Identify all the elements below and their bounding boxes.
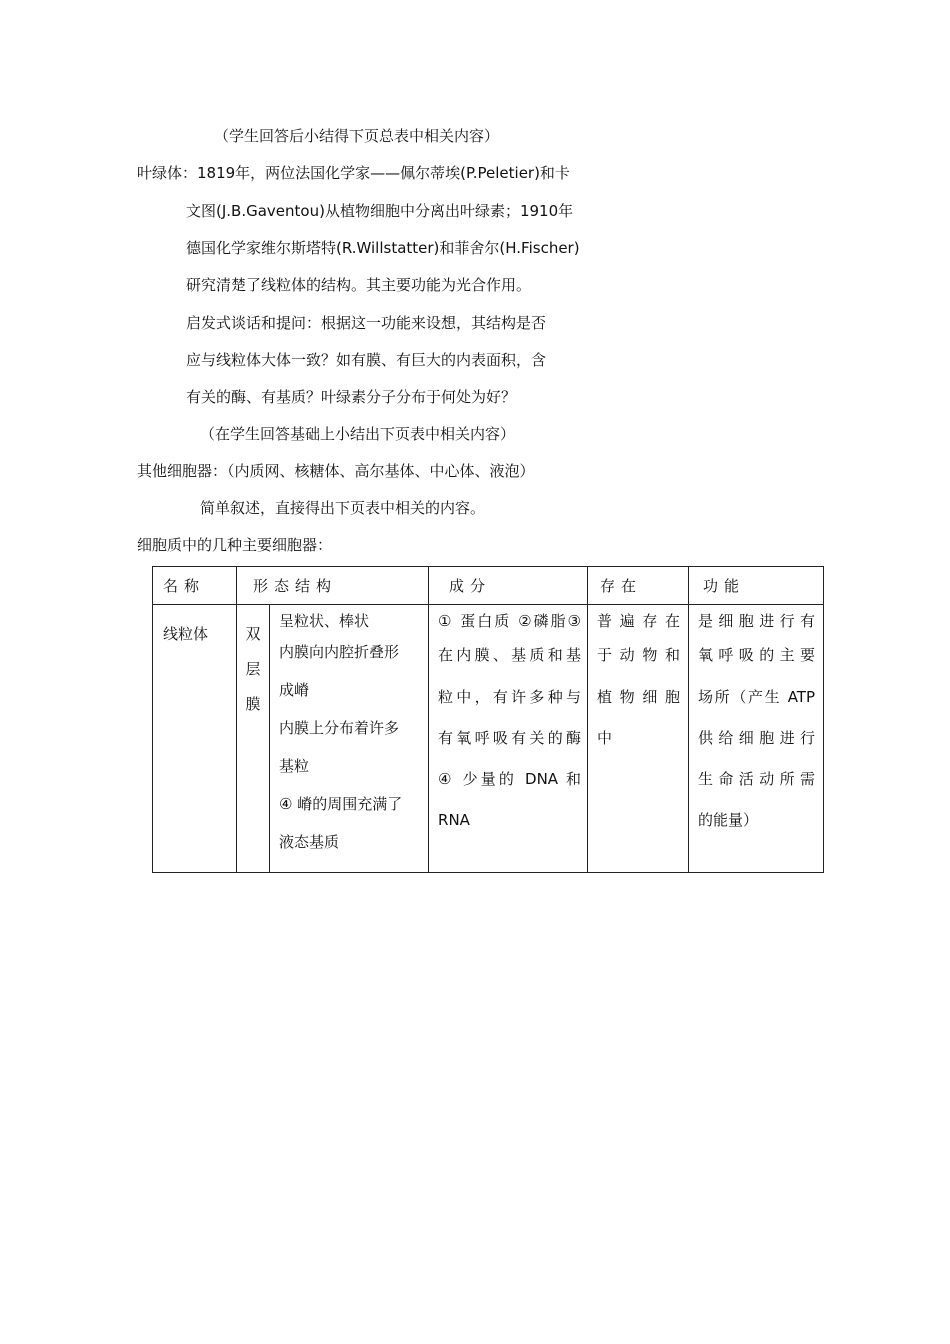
table-caption: 细胞质中的几种主要细胞器： bbox=[137, 536, 333, 554]
text-line: 叶绿体：1819年，两位法国化学家——佩尔蒂埃(P.Peletier)和卡 bbox=[137, 164, 570, 182]
cell-membrane bbox=[237, 605, 270, 873]
location-line: 于动物和 bbox=[597, 646, 681, 664]
location-line: 普遍存在 bbox=[597, 612, 681, 630]
membrane-char: 膜 bbox=[245, 695, 261, 713]
table-header-row bbox=[153, 567, 824, 605]
membrane-char: 层 bbox=[245, 660, 261, 678]
cell-function bbox=[689, 605, 824, 873]
header-function: 功能 bbox=[689, 567, 824, 605]
text-line: 研究清楚了线粒体的结构。其主要功能为光合作用。 bbox=[186, 276, 532, 294]
text-line: （在学生回答基础上小结出下页表中相关内容） bbox=[200, 425, 516, 443]
cell-components bbox=[429, 605, 588, 873]
text-line: 启发式谈话和提问：根据这一功能来设想，其结构是否 bbox=[186, 314, 547, 332]
structure-line: 成嵴 bbox=[279, 681, 310, 699]
components-line: ④ 少量的 DNA 和 bbox=[438, 770, 582, 788]
text-line: （学生回答后小结得下页总表中相关内容） bbox=[214, 127, 500, 145]
structure-line: 内膜上分布着许多 bbox=[279, 719, 400, 737]
components-line: ① 蛋白质 ②磷脂③ bbox=[438, 612, 582, 630]
structure-line: ④ 嵴的周围充满了 bbox=[279, 795, 403, 813]
organelle-name: 线粒体 bbox=[163, 625, 209, 643]
components-line: 粒中，有许多种与 bbox=[438, 688, 582, 706]
text-line: 有关的酶、有基质？叶绿素分子分布于何处为好？ bbox=[186, 388, 517, 406]
text-line: 德国化学家维尔斯塔特(R.Willstatter)和菲舍尔(H.Fischer) bbox=[186, 239, 580, 257]
text-line: 简单叙述，直接得出下页表中相关的内容。 bbox=[200, 499, 486, 517]
function-line: 氧呼吸的主要 bbox=[698, 646, 816, 664]
table-row bbox=[153, 605, 824, 873]
header-structure: 形态结构 bbox=[237, 567, 429, 605]
text-line: 文图(J.B.Gaventou)从植物细胞中分离出叶绿素；1910年 bbox=[186, 202, 574, 220]
function-line: 供给细胞进行 bbox=[698, 729, 816, 747]
text-line: 其他细胞器：（内质网、核糖体、高尔基体、中心体、液泡） bbox=[137, 462, 535, 480]
structure-line: 基粒 bbox=[279, 757, 310, 775]
structure-line: 液态基质 bbox=[279, 833, 340, 851]
components-line: 有氧呼吸有关的酶 bbox=[438, 729, 582, 747]
function-line: 场所（产生 ATP bbox=[698, 688, 816, 706]
cell-name bbox=[153, 605, 237, 873]
function-line: 生命活动所需 bbox=[698, 770, 816, 788]
header-location: 存在 bbox=[588, 567, 689, 605]
organelle-table bbox=[152, 566, 824, 873]
cell-structure bbox=[270, 605, 429, 873]
function-line: 是细胞进行有 bbox=[698, 612, 816, 630]
header-components: 成分 bbox=[429, 567, 588, 605]
cell-location bbox=[588, 605, 689, 873]
components-line: 在内膜、基质和基 bbox=[438, 646, 582, 664]
structure-line: 呈粒状、棒状 bbox=[279, 612, 370, 630]
structure-line: 内膜向内腔折叠形 bbox=[279, 643, 400, 661]
location-line: 植物细胞 bbox=[597, 688, 681, 706]
membrane-char: 双 bbox=[245, 625, 261, 643]
header-name: 名称 bbox=[153, 567, 237, 605]
location-line: 中 bbox=[597, 729, 613, 747]
text-line: 应与线粒体大体一致？如有膜、有巨大的内表面积，含 bbox=[186, 351, 547, 369]
components-line: RNA bbox=[438, 811, 470, 829]
function-line: 的能量） bbox=[698, 811, 759, 829]
